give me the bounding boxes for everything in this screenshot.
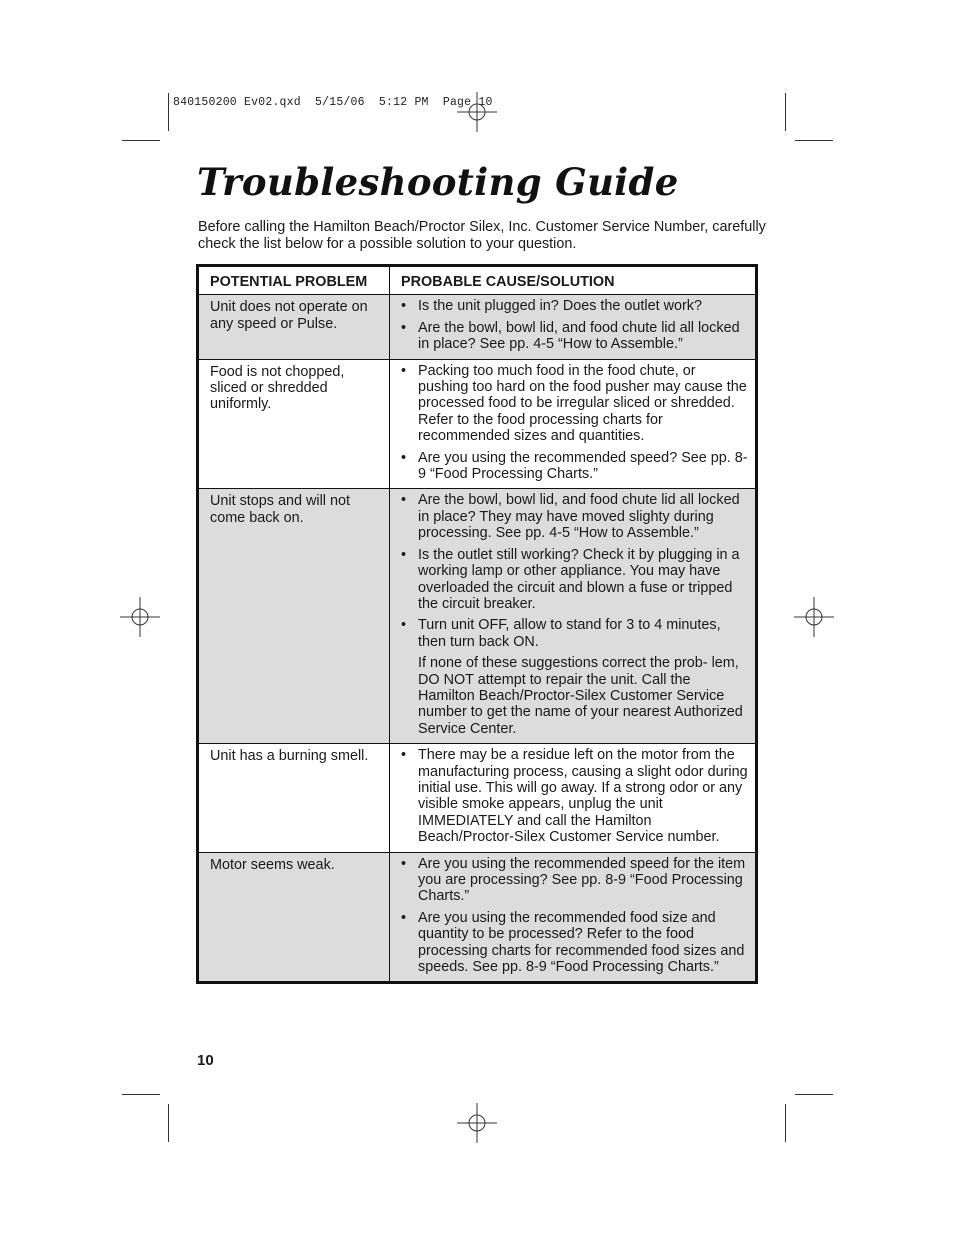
page-number: 10 bbox=[197, 1052, 214, 1069]
cause-cell bbox=[390, 359, 757, 489]
cause-item bbox=[401, 320, 749, 353]
cause-text: There may be a residue left on the motor from the manufacturing process, causing a slight odor during initial use. This will go away. If a strong odor or any visible smoke appears, unplug the unit IMMEDIATELY and call the Hamilton Beach/Proctor-Silex Customer Service number. bbox=[418, 747, 748, 846]
cause-list bbox=[401, 363, 749, 483]
bullet-icon: • bbox=[401, 319, 407, 336]
cause-text: Is the unit plugged in? Does the outlet work? bbox=[418, 298, 702, 315]
bullet-icon: • bbox=[401, 492, 407, 509]
cause-item bbox=[401, 450, 749, 483]
bullet-icon: • bbox=[401, 909, 407, 926]
problem-cell: Unit stops and will not come back on. bbox=[198, 489, 390, 744]
registration-mark-icon bbox=[120, 597, 160, 637]
bullet-icon: • bbox=[401, 449, 407, 466]
cause-cell bbox=[390, 489, 757, 744]
cause-item bbox=[401, 617, 749, 650]
registration-mark-icon bbox=[794, 597, 834, 637]
table-header-row bbox=[198, 266, 757, 295]
print-slug-line: 840150200 Ev02.qxd 5/15/06 5:12 PM Page 10 bbox=[173, 96, 493, 109]
bullet-icon: • bbox=[401, 855, 407, 872]
table-row bbox=[198, 744, 757, 852]
cause-text: Is the outlet still working? Check it by plugging in a working lamp or other appliance. You may have overloaded the circuit and blown a fuse or tripped the circuit breaker. bbox=[418, 546, 740, 612]
table-row bbox=[198, 489, 757, 744]
registration-mark-icon bbox=[457, 1103, 497, 1143]
cause-item bbox=[401, 492, 749, 541]
intro-paragraph: Before calling the Hamilton Beach/Proctor Silex, Inc. Customer Service Number, carefully check the list below for a possible solution to your question. bbox=[198, 219, 766, 252]
troubleshooting-table bbox=[196, 264, 758, 984]
cause-item bbox=[401, 298, 749, 314]
column-header-cause: PROBABLE CAUSE/SOLUTION bbox=[390, 266, 757, 295]
crop-mark bbox=[795, 1094, 833, 1095]
table-row bbox=[198, 852, 757, 983]
crop-mark bbox=[785, 1104, 786, 1142]
cause-cell bbox=[390, 744, 757, 852]
table-row bbox=[198, 295, 757, 359]
bullet-icon: • bbox=[401, 362, 407, 379]
cause-text: Turn unit OFF, allow to stand for 3 to 4 minutes, then turn back ON. bbox=[418, 617, 721, 650]
crop-mark bbox=[785, 93, 786, 131]
cause-text: Are the bowl, bowl lid, and food chute lid all locked in place? They may have moved slighty during processing. See pp. 4-5 “How to Assemble.” bbox=[418, 492, 740, 542]
crop-mark bbox=[122, 140, 160, 141]
bullet-icon: • bbox=[401, 546, 407, 563]
bullet-icon: • bbox=[401, 617, 407, 634]
crop-mark bbox=[168, 93, 169, 131]
cause-item bbox=[401, 547, 749, 613]
crop-mark bbox=[122, 1094, 160, 1095]
cause-item bbox=[401, 747, 749, 845]
cause-item bbox=[401, 856, 749, 905]
bullet-icon: • bbox=[401, 747, 407, 764]
cause-cell bbox=[390, 852, 757, 983]
cause-item bbox=[401, 363, 749, 445]
cause-list bbox=[401, 856, 749, 976]
problem-cell: Unit has a burning smell. bbox=[198, 744, 390, 852]
cause-list bbox=[401, 747, 749, 845]
cause-list bbox=[401, 492, 749, 650]
cause-text: Are you using the recommended food size and quantity to be processed? Refer to the food processing charts for recommended food sizes and speeds. See pp. 8-9 “Food Processing Charts.” bbox=[418, 909, 745, 976]
problem-cell: Motor seems weak. bbox=[198, 852, 390, 983]
registration-mark-icon bbox=[457, 92, 497, 132]
page-title: Troubleshooting Guide bbox=[197, 160, 679, 204]
cause-item bbox=[401, 910, 749, 976]
cause-text: Are you using the recommended speed? See pp. 8-9 “Food Processing Charts.” bbox=[418, 449, 748, 483]
table-row bbox=[198, 359, 757, 489]
column-header-problem: POTENTIAL PROBLEM bbox=[198, 266, 390, 295]
cause-text: Are you using the recommended speed for the item you are processing? See pp. 8-9 “Food Processing Charts.” bbox=[418, 855, 746, 905]
problem-cell: Food is not chopped, sliced or shredded uniformly. bbox=[198, 359, 390, 489]
cause-text: Packing too much food in the food chute, or pushing too hard on the food pusher may cause the processed food to be irregular sliced or shredded. Refer to the food processing charts for recommended sizes and quantities. bbox=[418, 362, 747, 445]
cause-text: Are the bowl, bowl lid, and food chute lid all locked in place? See pp. 4-5 “How to Assemble.” bbox=[418, 319, 740, 353]
cause-list bbox=[401, 298, 749, 352]
service-note: If none of these suggestions correct the prob- lem, DO NOT attempt to repair the unit. Call the Hamilton Beach/Proctor-Silex Customer Service number to get the name of your nearest Authorized Service Center. bbox=[418, 655, 743, 737]
problem-cell: Unit does not operate on any speed or Pulse. bbox=[198, 295, 390, 359]
crop-mark bbox=[168, 1104, 169, 1142]
cause-cell bbox=[390, 295, 757, 359]
crop-mark bbox=[795, 140, 833, 141]
bullet-icon: • bbox=[401, 298, 407, 315]
